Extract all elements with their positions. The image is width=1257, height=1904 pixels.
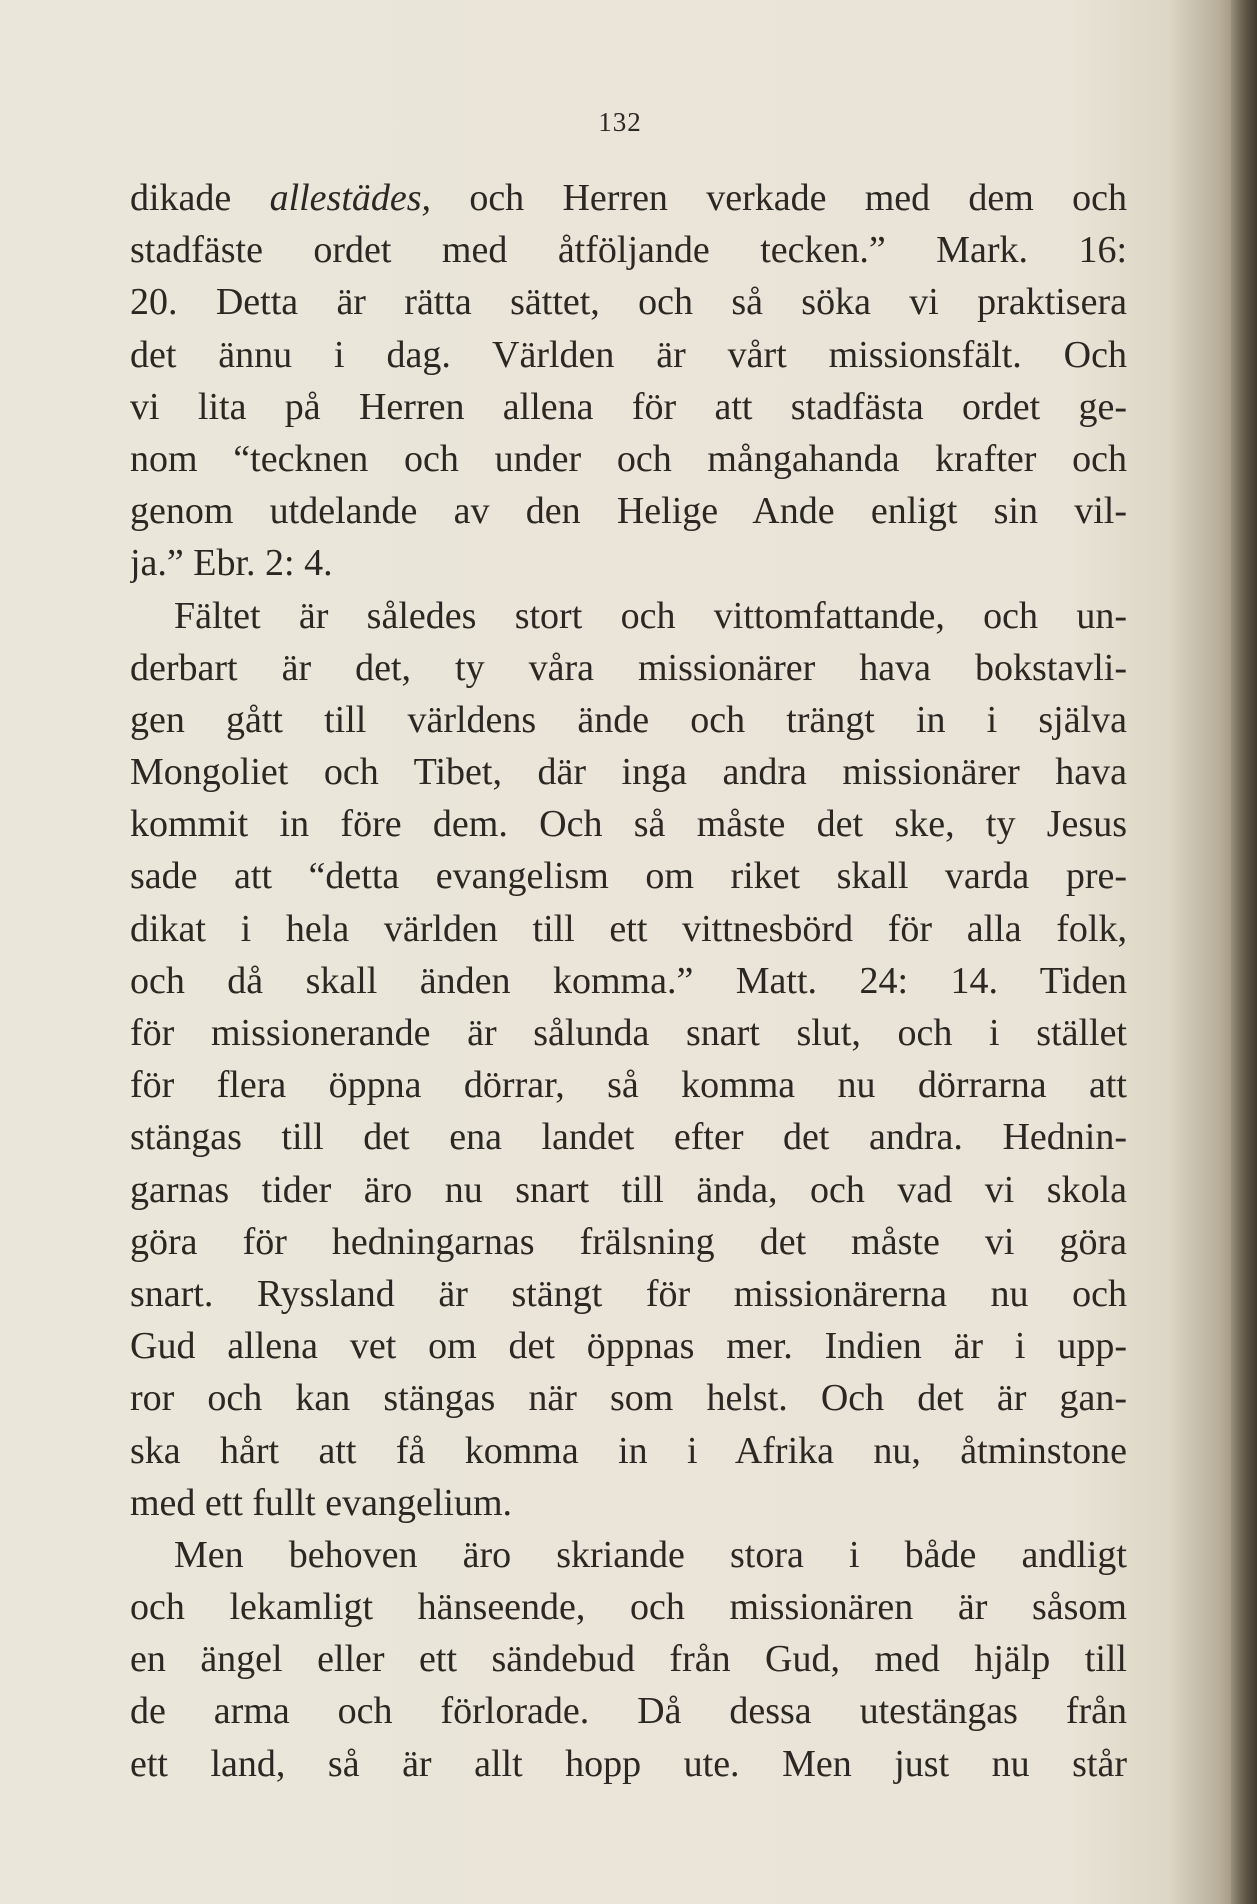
text-line: Fältet är således stort och vittomfattande, och un- [174, 594, 1127, 637]
body-text [130, 172, 1127, 1790]
text-line: nom “tecknen och under och mångahanda krafter och [130, 437, 1127, 480]
text-line: ett land, så är allt hopp ute. Men just nu står [130, 1742, 1127, 1785]
text-line: och lekamligt hänseende, och missionären är såsom [130, 1586, 1127, 1629]
text-line: det ännu i dag. Världen är vårt missionsfält. Och [130, 333, 1127, 376]
text-line: för missionerande är sålunda snart slut, och i stället [130, 1012, 1127, 1054]
page-number: 132 [598, 107, 642, 137]
text-line: sade att “detta evangelism om riket skall varda pre- [130, 855, 1127, 898]
text-line: en ängel eller ett sändebud från Gud, med hjälp till [130, 1638, 1127, 1681]
text-line: garnas tider äro nu snart till ända, och vad vi skola [130, 1168, 1127, 1211]
text-line: stadfäste ordet med åtföljande tecken.” Mark. 16: [130, 229, 1127, 272]
text-line: Men behoven äro skriande stora i både andligt [174, 1533, 1127, 1576]
text-line: kommit in före dem. Och så måste det ske, ty Jesus [130, 803, 1127, 846]
text-line: gen gått till världens ände och trängt in i själva [130, 698, 1127, 741]
text-line: vi lita på Herren allena för att stadfästa ordet ge- [130, 385, 1127, 428]
text-line: derbart är det, ty våra missionärer hava bokstavli- [130, 646, 1127, 689]
text-line: stängas till det ena landet efter det andra. Hednin- [130, 1116, 1127, 1159]
italic-word: allestädes, [269, 177, 432, 219]
text-line: Gud allena vet om det öppnas mer. Indien är i upp- [130, 1325, 1127, 1368]
binding-shadow [1231, 0, 1257, 1904]
text-line: dikat i hela världen till ett vittnesbörd för alla folk, [130, 907, 1127, 950]
text-line: 20. Detta är rätta sättet, och så söka vi praktisera [130, 281, 1127, 324]
text-line: snart. Ryssland är stängt för missionärerna nu och [130, 1272, 1127, 1315]
text-line: genom utdelande av den Helige Ande enligt sin vil- [130, 490, 1127, 533]
text-line: göra för hedningarnas frälsning det måste vi göra [130, 1220, 1127, 1263]
text-line: och då skall änden komma.” Matt. 24: 14. Tiden [130, 959, 1127, 1002]
text-line: ja.” Ebr. 2: 4. [130, 542, 333, 585]
text-line: med ett fullt evangelium. [130, 1481, 513, 1524]
text-line: för flera öppna dörrar, så komma nu dörrarna att [130, 1064, 1127, 1107]
text-line: Mongoliet och Tibet, där inga andra missionärer hava [130, 751, 1127, 794]
text-line: dikade allestädes, och Herren verkade med dem och [130, 177, 1127, 219]
text-line: ska hårt att få komma in i Afrika nu, åtminstone [130, 1429, 1127, 1472]
text-line: de arma och förlorade. Då dessa utestängas från [130, 1690, 1127, 1733]
text-line: ror och kan stängas när som helst. Och det är gan- [130, 1377, 1127, 1420]
